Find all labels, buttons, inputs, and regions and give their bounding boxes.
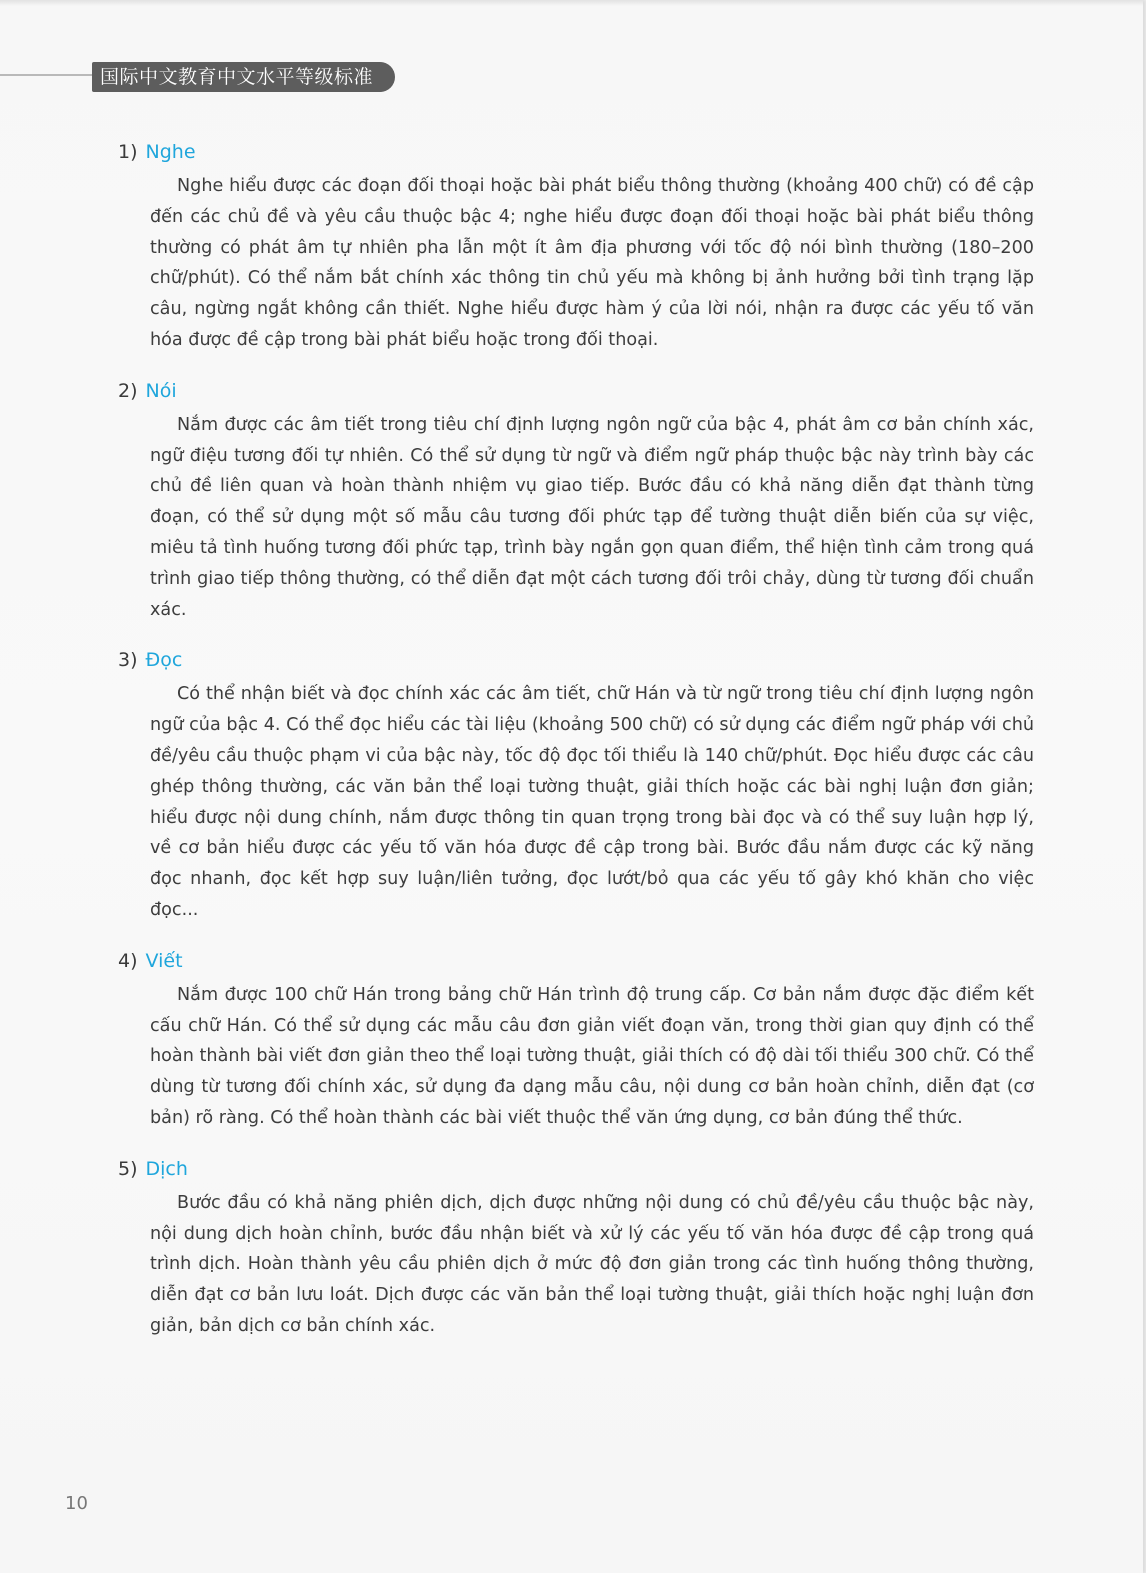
section-paragraph: Nắm được 100 chữ Hán trong bảng chữ Hán trình độ trung cấp. Cơ bản nắm được đặc điểm kết cấu chữ Hán. Có thể sử dụng các mẫu câu đơn giản viết đoạn văn, trong thời gian quy định có thể hoàn thành bài viết đơn giản theo thể loại tường thuật, giải thích có độ dài tối thiểu 300 chữ. Có thể dùng từ tương đối chính xác, sử dụng đa dạng mẫu câu, nội dung cơ bản hoàn chỉnh, diễn đạt (cơ bản) rõ ràng. Có thể hoàn thành các bài viết thuộc thể văn ứng dụng, cơ bản đúng thể thức.: [150, 984, 1034, 1128]
section-number: 4): [118, 949, 138, 972]
section-writing: [118, 946, 1034, 1134]
section-heading: [118, 1154, 1034, 1184]
section-speaking: [118, 376, 1034, 626]
section-paragraph: Có thể nhận biết và đọc chính xác các âm tiết, chữ Hán và từ ngữ trong tiêu chí định lượng ngôn ngữ của bậc 4. Có thể đọc hiểu các tài liệu (khoảng 500 chữ) có sử dụng các điểm ngữ pháp với chủ đề/yêu cầu thuộc phạm vi của bậc này, tốc độ đọc tối thiểu là 140 chữ/phút. Đọc hiểu được các câu ghép thông thường, các văn bản thể loại tường thuật, giải thích hoặc các bài nghị luận đơn giản; hiểu được nội dung chính, nắm được thông tin quan trọng trong bài đọc và có thể suy luận hợp lý, về cơ bản hiểu được các yếu tố văn hóa được đề cập trong bài. Bước đầu nắm được các kỹ năng đọc nhanh, đọc kết hợp suy luận/liên tưởng, đọc lướt/bỏ qua các yếu tố gây khó khăn cho việc đọc...: [150, 684, 1034, 920]
section-number: 5): [118, 1157, 138, 1180]
section-heading: [118, 645, 1034, 675]
section-reading: [118, 645, 1034, 925]
section-number: 2): [118, 379, 138, 402]
section-heading: [118, 376, 1034, 406]
page-number: 10: [65, 1493, 88, 1514]
section-heading: [118, 946, 1034, 976]
section-title: Nghe: [145, 141, 196, 163]
section-title: Dịch: [145, 1157, 188, 1180]
section-paragraph: Bước đầu có khả năng phiên dịch, dịch được những nội dung có chủ đề/yêu cầu thuộc bậc này, nội dung dịch hoàn chỉnh, bước đầu nhận biết và xử lý các yếu tố văn hóa được đề cập trong quá trình dịch. Hoàn thành yêu cầu phiên dịch ở mức độ đơn giản trong các tình huống thông thường, diễn đạt cơ bản lưu loát. Dịch được các văn bản thể loại tường thuật, giải thích hoặc nghị luận đơn giản, bản dịch cơ bản chính xác.: [150, 1192, 1034, 1336]
section-listening: [118, 137, 1034, 356]
section-number: 1): [118, 141, 138, 163]
section-title: Viết: [145, 949, 183, 972]
section-paragraph: Nghe hiểu được các đoạn đối thoại hoặc bài phát biểu thông thường (khoảng 400 chữ) có đề cập đến các chủ đề và yêu cầu thuộc bậc 4; nghe hiểu được đoạn đối thoại hoặc bài phát biểu thông thường có phát âm tự nhiên pha lẫn một ít âm địa phương với tốc độ nói bình thường (180–200 chữ/phút). Có thể nắm bắt chính xác thông tin chủ yếu mà không bị ảnh hưởng bởi tình trạng lặp câu, ngừng ngắt không cần thiết. Nghe hiểu được hàm ý của lời nói, nhận ra được các yếu tố văn hóa được đề cập trong bài phát biểu hoặc trong đối thoại.: [150, 176, 1034, 350]
page-top-edge: [0, 0, 1143, 6]
section-translation: [118, 1154, 1034, 1342]
running-header: 国际中文教育中文水平等级标准: [92, 62, 395, 92]
section-heading: [118, 137, 1034, 167]
header-rule: [0, 74, 100, 76]
section-title: Nói: [145, 379, 177, 402]
section-number: 3): [118, 649, 138, 672]
section-title: Đọc: [145, 649, 183, 672]
page-content: [118, 137, 1034, 1362]
section-paragraph: Nắm được các âm tiết trong tiêu chí định lượng ngôn ngữ của bậc 4, phát âm cơ bản chính xác, ngữ điệu tương đối tự nhiên. Có thể sử dụng từ ngữ và điểm ngữ pháp thuộc bậc này trình bày các chủ đề liên quan và hoàn thành nhiệm vụ giao tiếp. Bước đầu có khả năng diễn đạt thành từng đoạn, có thể sử dụng một số mẫu câu tương đối phức tạp để tường thuật diễn biến của sự việc, miêu tả tình huống tương đối phức tạp, trình bày ngắn gọn quan điểm, thể hiện tình cảm trong quá trình giao tiếp thông thường, có thể diễn đạt một cách tương đối trôi chảy, dùng từ tương đối chuẩn xác.: [150, 414, 1034, 620]
